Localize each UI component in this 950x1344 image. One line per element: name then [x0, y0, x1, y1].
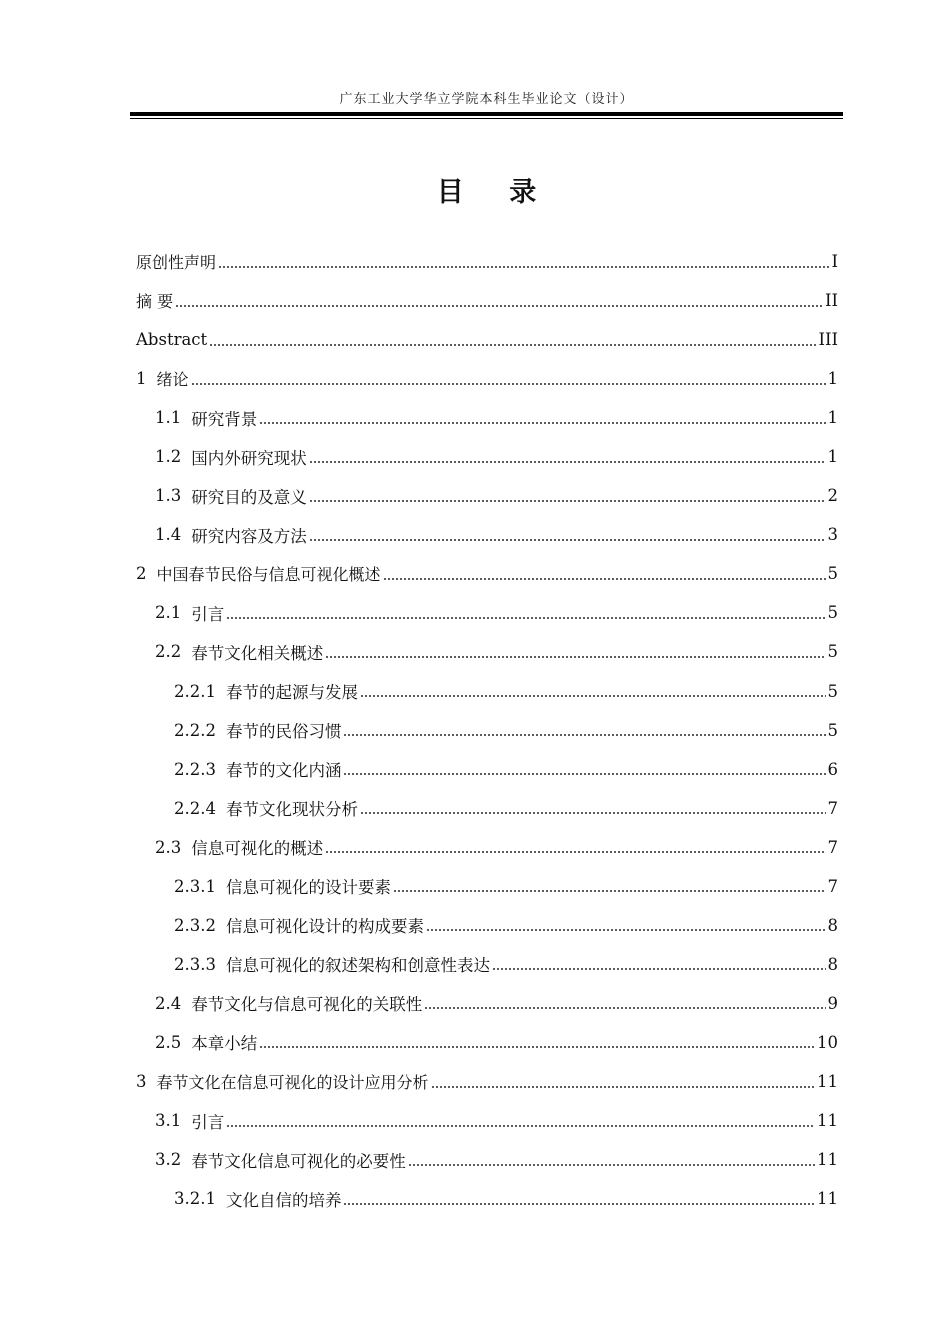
- toc-entry-title: 中国春节民俗与信息可视化概述: [156, 565, 381, 585]
- toc-dot-leader: [309, 460, 826, 464]
- toc-entry-number: 3.2: [155, 1150, 182, 1170]
- toc-entry[interactable]: [136, 906, 838, 945]
- toc-dot-leader: [325, 655, 825, 659]
- toc-dot-leader: [218, 265, 829, 269]
- toc-dot-leader: [343, 1202, 815, 1206]
- toc-dot-leader: [309, 499, 826, 503]
- toc-dot-leader: [360, 694, 826, 698]
- toc-page-number: 11: [817, 1150, 838, 1170]
- toc-entry[interactable]: [136, 515, 838, 554]
- toc-page-number: 5: [827, 642, 838, 662]
- toc-page-number: 9: [827, 993, 838, 1013]
- toc-entry[interactable]: [136, 1101, 838, 1140]
- toc-entry-number: 1.3: [155, 486, 182, 506]
- toc-page-number: III: [818, 330, 838, 350]
- toc-dot-leader: [343, 772, 825, 776]
- toc-entry[interactable]: [136, 867, 838, 906]
- toc-entry[interactable]: [136, 789, 838, 828]
- toc-entry[interactable]: [136, 242, 838, 281]
- toc-page-number: 5: [827, 720, 838, 740]
- toc-entry-title: 研究内容及方法: [191, 526, 307, 546]
- toc-dot-leader: [492, 967, 826, 971]
- toc-dot-leader: [175, 304, 823, 308]
- toc-entry[interactable]: [136, 1140, 838, 1179]
- toc-entry[interactable]: [136, 359, 838, 398]
- toc-entry-number: 2.2: [155, 642, 182, 662]
- toc-entry-number: 2.3: [155, 837, 182, 857]
- toc-entry-title: 春节文化与信息可视化的关联性: [191, 995, 423, 1015]
- toc-page-number: 5: [827, 564, 838, 584]
- toc-page-number: 1: [827, 447, 838, 467]
- toc-entry-number: 2.3.3: [174, 954, 216, 974]
- toc-dot-leader: [259, 421, 825, 425]
- toc-entry-title: 本章小结: [191, 1034, 258, 1054]
- toc-entry[interactable]: [136, 828, 838, 867]
- toc-entry[interactable]: [136, 1023, 838, 1062]
- toc-dot-leader: [343, 733, 825, 737]
- toc-dot-leader: [360, 811, 826, 815]
- toc-entry-number: 2.2.4: [174, 798, 216, 818]
- toc-entry[interactable]: [136, 554, 838, 593]
- toc-entry-number: 2: [136, 564, 147, 584]
- toc-entry-title: 信息可视化的叙述架构和创意性表达: [225, 956, 490, 976]
- header-rule-thin: [130, 118, 843, 119]
- toc-dot-leader: [431, 1085, 815, 1089]
- table-of-contents: [136, 242, 838, 1218]
- toc-entry-title: 春节文化现状分析: [225, 800, 358, 820]
- toc-entry[interactable]: [136, 593, 838, 632]
- toc-entry-title: 春节文化在信息可视化的设计应用分析: [156, 1073, 429, 1092]
- toc-entry-number: 1: [136, 369, 147, 389]
- toc-dot-leader: [393, 889, 826, 893]
- toc-entry-title: Abstract: [136, 330, 208, 350]
- toc-entry[interactable]: [136, 320, 838, 359]
- toc-entry[interactable]: [136, 398, 838, 437]
- toc-entry[interactable]: [136, 281, 838, 320]
- toc-dot-leader: [408, 1163, 815, 1167]
- toc-entry-title: 研究背景: [191, 409, 258, 429]
- toc-entry-title: 原创性声明: [136, 253, 217, 273]
- toc-entry[interactable]: [136, 1062, 838, 1101]
- toc-page-number: 6: [827, 759, 838, 779]
- page-title: 目 录: [436, 177, 555, 208]
- page-header: 广东工业大学华立学院本科生毕业论文（设计）: [339, 92, 634, 107]
- toc-page-number: 1: [827, 369, 838, 389]
- toc-entry[interactable]: [136, 984, 838, 1023]
- toc-entry-title: 春节的文化内涵: [225, 761, 342, 781]
- toc-page-number: 7: [827, 876, 838, 896]
- toc-entry-title: 春节文化信息可视化的必要性: [191, 1151, 406, 1171]
- toc-entry-title: 春节的起源与发展: [225, 683, 358, 703]
- toc-entry-title: 信息可视化设计的构成要素: [225, 917, 424, 937]
- toc-entry[interactable]: [136, 945, 838, 984]
- toc-entry-title: 信息可视化的设计要素: [225, 878, 391, 898]
- toc-page-number: 11: [817, 1189, 838, 1209]
- toc-entry-number: 2.3.1: [174, 876, 216, 896]
- toc-page-number: II: [824, 291, 838, 311]
- toc-entry[interactable]: [136, 1179, 838, 1218]
- toc-dot-leader: [426, 928, 826, 932]
- toc-page-number: 11: [817, 1111, 838, 1131]
- toc-dot-leader: [259, 1045, 815, 1049]
- toc-entry-number: 2.2.1: [174, 681, 216, 701]
- toc-entry-title: 摘 要: [136, 292, 174, 312]
- header-rule-thick: [130, 112, 843, 116]
- toc-entry-title: 国内外研究现状: [191, 448, 307, 468]
- toc-page-number: 10: [817, 1032, 838, 1052]
- toc-entry-title: 信息可视化的概述: [191, 839, 324, 859]
- toc-entry-title: 引言: [191, 1112, 225, 1132]
- toc-page-number: 11: [817, 1072, 838, 1091]
- toc-entry[interactable]: [136, 476, 838, 515]
- toc-entry-title: 春节的民俗习惯: [225, 722, 342, 742]
- toc-dot-leader: [226, 1124, 815, 1128]
- toc-entry[interactable]: [136, 632, 838, 671]
- toc-entry-number: 2.1: [155, 603, 182, 623]
- toc-entry-number: 3.2.1: [174, 1189, 216, 1209]
- toc-dot-leader: [226, 616, 825, 620]
- toc-entry[interactable]: [136, 672, 838, 711]
- toc-entry-number: 3: [136, 1072, 147, 1091]
- toc-entry[interactable]: [136, 750, 838, 789]
- toc-page-number: 5: [827, 603, 838, 623]
- toc-entry-number: 1.1: [155, 408, 182, 428]
- toc-dot-leader: [309, 538, 826, 542]
- toc-entry-number: 2.2.3: [174, 759, 216, 779]
- toc-page-number: 5: [827, 681, 838, 701]
- toc-page-number: I: [831, 252, 838, 272]
- toc-dot-leader: [325, 850, 825, 854]
- toc-page-number: 7: [827, 798, 838, 818]
- toc-dot-leader: [383, 577, 826, 581]
- toc-dot-leader: [424, 1006, 825, 1010]
- toc-entry-title: 文化自信的培养: [225, 1190, 342, 1210]
- toc-entry-title: 绪论: [156, 370, 189, 390]
- toc-entry-title: 春节文化相关概述: [191, 643, 324, 663]
- toc-entry-number: 2.4: [155, 993, 182, 1013]
- toc-entry-number: 2.2.2: [174, 720, 216, 740]
- toc-entry-number: 2.5: [155, 1032, 182, 1052]
- toc-page-number: 2: [827, 486, 838, 506]
- toc-page-number: 8: [827, 954, 838, 974]
- toc-page-number: 1: [827, 408, 838, 428]
- toc-entry-title: 引言: [191, 604, 225, 624]
- toc-entry[interactable]: [136, 437, 838, 476]
- toc-page-number: 7: [827, 837, 838, 857]
- toc-dot-leader: [191, 382, 826, 386]
- toc-entry-number: 3.1: [155, 1111, 182, 1131]
- toc-page-number: 8: [827, 915, 838, 935]
- toc-dot-leader: [209, 343, 816, 347]
- toc-entry-number: 2.3.2: [174, 915, 216, 935]
- toc-page-number: 3: [827, 525, 838, 545]
- toc-entry-number: 1.4: [155, 525, 182, 545]
- toc-entry-title: 研究目的及意义: [191, 487, 307, 507]
- toc-entry-number: 1.2: [155, 447, 182, 467]
- toc-entry[interactable]: [136, 711, 838, 750]
